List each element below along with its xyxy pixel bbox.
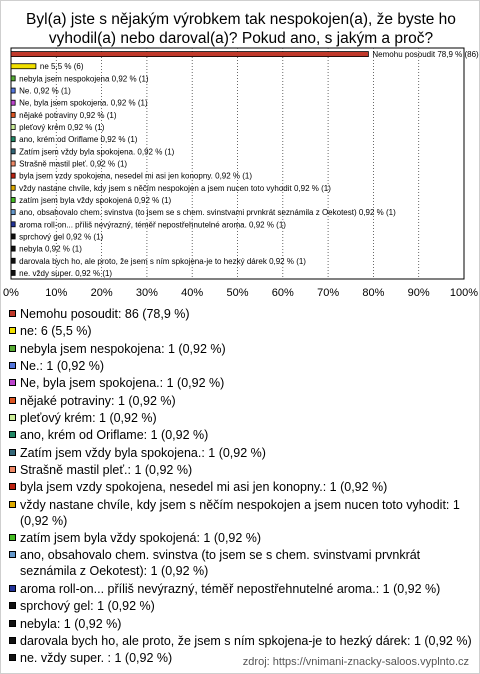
legend-swatch <box>9 327 16 334</box>
bar <box>11 125 15 130</box>
bar <box>11 76 15 81</box>
x-tick-label: 20% <box>90 287 113 299</box>
legend-item <box>9 633 475 649</box>
x-tick-label: 40% <box>181 287 204 299</box>
bar <box>11 246 15 251</box>
bar-label: ne. vždy super. 0,92 % (1) <box>19 268 113 278</box>
bar-chart <box>1 1 479 301</box>
legend-label: pleťový krém: 1 (0,92 %) <box>20 411 157 426</box>
legend-label: Ne.: 1 (0,92 %) <box>20 359 105 374</box>
legend-label: byla jsem vzdy spokojena, nesedel mi asi jen konopny.: 1 (0,92 %) <box>20 480 388 495</box>
chart-title: Byl(a) jste s nějakým výrobkem tak nespokojen(a), že byste ho vyhodil(a) nebo daroval(a)? Pokud ano, s jakým a proč? <box>26 11 456 47</box>
legend-item <box>9 598 475 614</box>
bar <box>11 64 36 69</box>
legend-label: nebyla: 1 (0,92 %) <box>20 616 122 631</box>
bar-label: aroma roll-on... příliš nevýrazný, téměř nepostřehnutelné aroma. 0,92 % (1) <box>19 220 286 230</box>
legend-item <box>9 393 475 409</box>
bar <box>11 210 15 215</box>
bar <box>11 88 15 93</box>
bar <box>11 234 15 239</box>
bar-label: nebyla 0,92 % (1) <box>19 244 82 254</box>
bar-label: sprchový gel 0,92 % (1) <box>19 232 104 242</box>
bar-label: ne 5,5 % (6) <box>39 62 84 72</box>
legend-item <box>9 323 475 339</box>
bar <box>11 137 15 142</box>
bar <box>11 149 15 154</box>
legend-swatch <box>9 654 16 661</box>
bar-label: Ne. 0,92 % (1) <box>19 86 71 96</box>
bar-label: byla jsem vzdy spokojena, nesedel mi asi jen konopny. 0,92 % (1) <box>19 171 253 181</box>
legend-label: nebyla jsem nespokojena: 1 (0,92 %) <box>20 341 226 356</box>
legend-label: darovala bych ho, ale proto, že jsem s ním spkojena-je to hezký dárek: 1 (0,92 %) <box>20 633 472 648</box>
x-tick-label: 70% <box>317 287 340 299</box>
legend-swatch <box>9 310 16 317</box>
legend-swatch <box>9 449 16 456</box>
legend-item <box>9 306 475 322</box>
legend-item <box>9 497 475 529</box>
legend-swatch <box>9 534 16 541</box>
x-tick-label: 100% <box>449 287 479 299</box>
legend-item <box>9 445 475 461</box>
legend-label: vždy nastane chvíle, kdy jsem s něčím nespokojen a jsem nucen toto vyhodit: 1 (0,92 %) <box>20 497 460 528</box>
legend-label: ano, krém od Oriflame: 1 (0,92 %) <box>20 428 209 443</box>
bar <box>11 222 15 227</box>
x-tick-label: 60% <box>271 287 294 299</box>
x-tick-label: 50% <box>226 287 249 299</box>
legend-item <box>9 341 475 357</box>
legend-swatch <box>9 551 16 558</box>
legend-item <box>9 427 475 443</box>
bar <box>11 52 368 57</box>
legend-label: sprchový gel: 1 (0,92 %) <box>20 599 155 614</box>
bar-label: nějaké potraviny 0,92 % (1) <box>19 110 117 120</box>
bar-label: zatím jsem byla vždy spokojená 0,92 % (1) <box>19 195 172 205</box>
legend <box>9 306 475 668</box>
legend-label: zatím jsem byla vždy spokojená: 1 (0,92 %) <box>20 531 262 546</box>
legend-item <box>9 462 475 478</box>
legend-label: nějaké potraviny: 1 (0,92 %) <box>20 393 176 408</box>
legend-label: aroma roll-on... příliš nevýrazný, téměř nepostřehnutelné aroma.: 1 (0,92 %) <box>20 581 441 596</box>
legend-swatch <box>9 483 16 490</box>
bar-label: Ne, byla jsem spokojena. 0,92 % (1) <box>19 98 148 108</box>
bar-label: nebyla jsem nespokojena 0,92 % (1) <box>19 74 149 84</box>
legend-label: ano, obsahovalo chem. svinstva (to jsem se s chem. svinstvami prvnkrát seznámila z Oekotest): 1 (0,92 %) <box>20 548 421 579</box>
legend-label: Ne, byla jsem spokojena.: 1 (0,92 %) <box>20 376 225 391</box>
source-note: zdroj: https://vnimani-znacky-saloos.vyplnto.cz <box>242 656 469 668</box>
bar-label: Nemohu posoudit 78,9 % (86) <box>372 50 479 60</box>
bar <box>11 112 15 117</box>
legend-swatch <box>9 637 16 644</box>
bar <box>11 185 15 190</box>
legend-swatch <box>9 602 16 609</box>
legend-swatch <box>9 397 16 404</box>
legend-item <box>9 375 475 391</box>
legend-item <box>9 358 475 374</box>
legend-item <box>9 479 475 495</box>
bar-label: Zatím jsem vždy byla spokojena. 0,92 % (1) <box>19 147 175 157</box>
legend-item <box>9 547 475 579</box>
bar <box>11 270 15 275</box>
legend-item <box>9 581 475 597</box>
legend-swatch <box>9 362 16 369</box>
x-tick-label: 0% <box>3 287 19 299</box>
x-tick-label: 90% <box>407 287 430 299</box>
bar <box>11 258 15 263</box>
x-tick-label: 80% <box>362 287 385 299</box>
legend-item <box>9 530 475 546</box>
bar <box>11 161 15 166</box>
legend-item <box>9 616 475 632</box>
bar-label: ano, krém od Oriflame 0,92 % (1) <box>19 135 138 145</box>
legend-label: Strašně mastil pleť.: 1 (0,92 %) <box>20 463 193 478</box>
x-tick-label: 10% <box>45 287 68 299</box>
bar <box>11 100 15 105</box>
legend-swatch <box>9 585 16 592</box>
legend-label: ne. vždy super. : 1 (0,92 %) <box>20 651 173 666</box>
bar-label: vždy nastane chvíle, kdy jsem s něčím nespokojen a jsem nucen toto vyhodit 0,92 % (1) <box>19 183 331 193</box>
legend-swatch <box>9 414 16 421</box>
legend-swatch <box>9 431 16 438</box>
x-tick-label: 30% <box>135 287 158 299</box>
legend-label: Nemohu posoudit: 86 (78,9 %) <box>20 307 190 321</box>
legend-swatch <box>9 620 16 627</box>
legend-label: ne: 6 (5,5 %) <box>20 324 92 339</box>
legend-swatch <box>9 501 16 508</box>
bar-label: ano, obsahovalo chem. svinstva (to jsem se s chem. svinstvami prvnkrát seznámila z Oekotest) 0,92 % (1) <box>19 208 396 218</box>
bar <box>11 197 15 202</box>
legend-swatch <box>9 345 16 352</box>
legend-item <box>9 410 475 426</box>
bar-label: pleťový krém 0,92 % (1) <box>19 123 105 133</box>
bar <box>11 173 15 178</box>
bar-label: Strašně mastil pleť. 0,92 % (1) <box>19 159 128 169</box>
legend-label: Zatím jsem vždy byla spokojena.: 1 (0,92 %) <box>20 445 266 460</box>
bar-label: darovala bych ho, ale proto, že jsem s ním spkojena-je to hezký dárek 0,92 % (1) <box>19 256 306 266</box>
legend-swatch <box>9 466 16 473</box>
legend-swatch <box>9 379 16 386</box>
